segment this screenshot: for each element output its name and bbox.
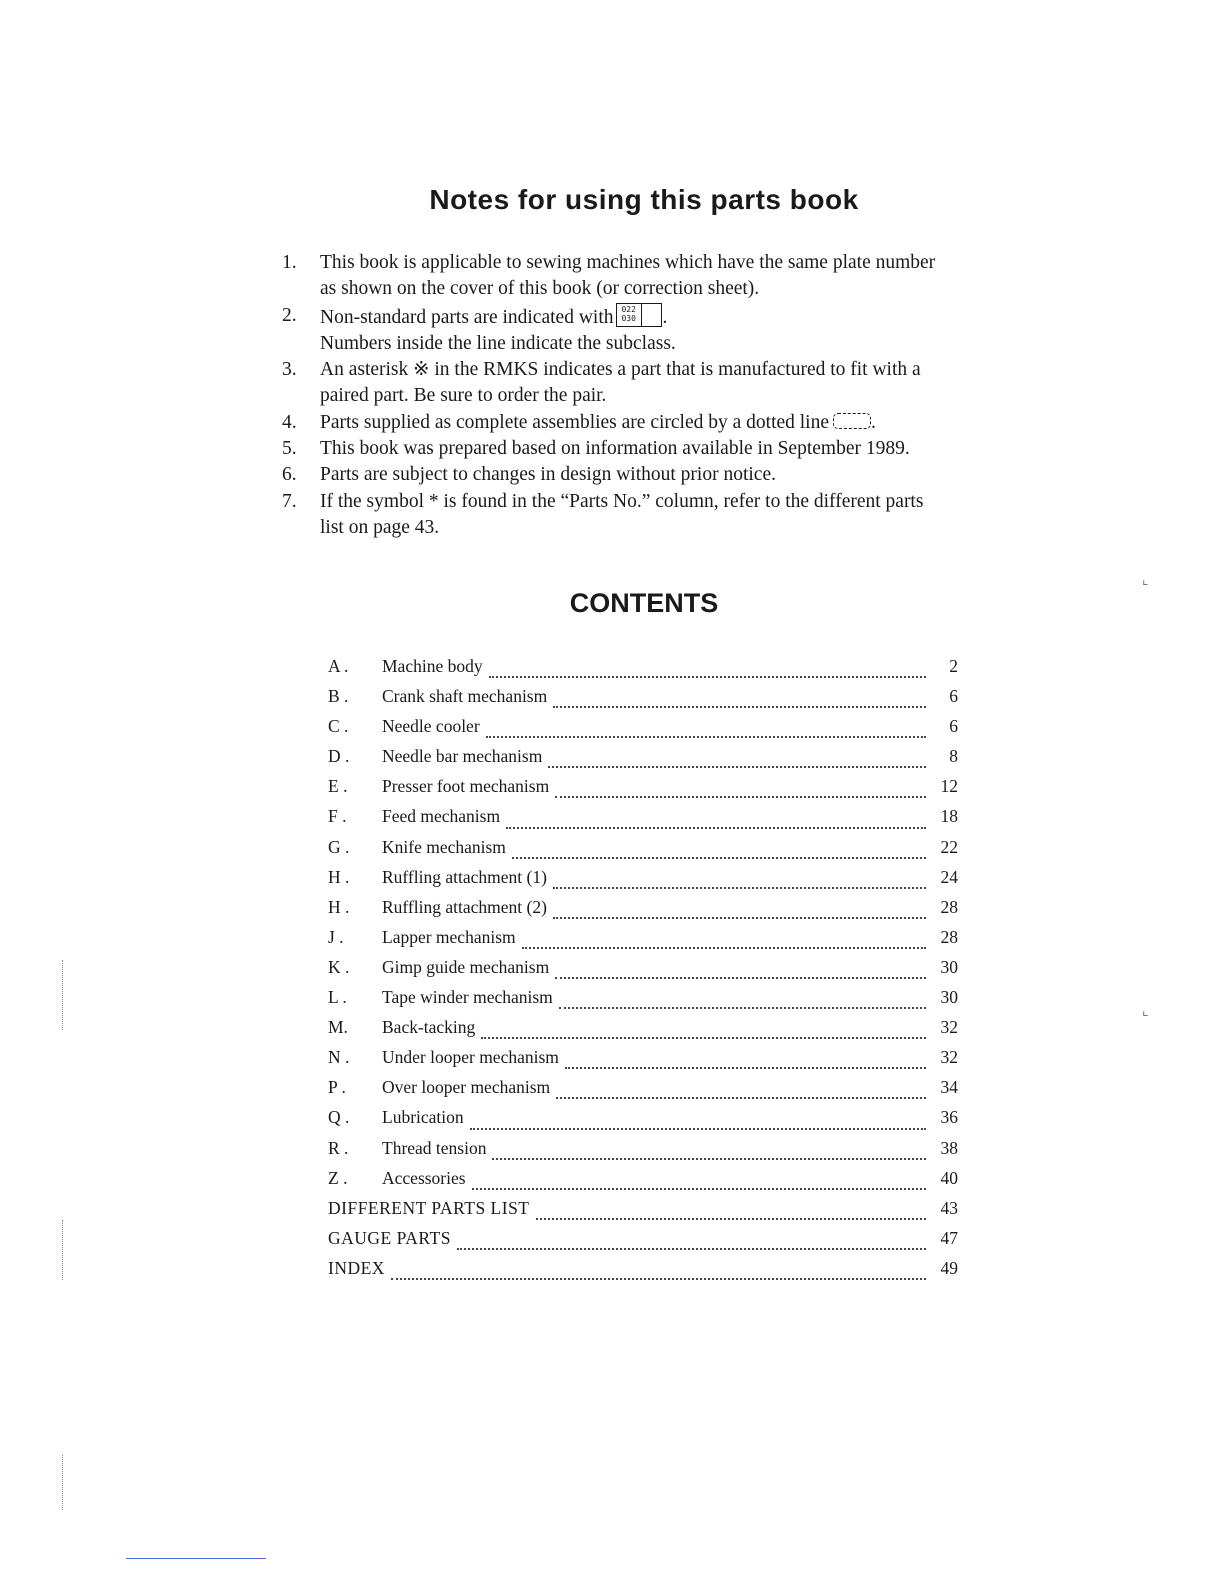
notes-list — [282, 250, 1012, 541]
toc-page-number: 40 — [940, 1167, 958, 1188]
toc-page-number: 24 — [940, 866, 958, 887]
scan-margin-mark — [62, 960, 63, 1030]
toc-page-number: 2 — [949, 656, 958, 676]
toc-letter: H . — [328, 866, 350, 887]
toc-leader-dots — [559, 1006, 926, 1009]
toc-leader-dots — [553, 886, 926, 889]
toc-leader-dots — [472, 1187, 926, 1190]
toc-page-number: 49 — [940, 1257, 958, 1278]
toc-letter: A . — [328, 656, 349, 676]
note-line: Parts supplied as complete assemblies are circled by a dotted line — [320, 411, 830, 433]
toc-entry — [328, 656, 958, 686]
note-line: Non-standard parts are indicated with — [320, 306, 614, 328]
toc-letter: F . — [328, 806, 347, 827]
contents-heading: CONTENTS — [569, 588, 719, 618]
toc-letter: H . — [328, 896, 350, 917]
toc-letter: L . — [328, 987, 347, 1008]
toc-leader-dots — [565, 1066, 926, 1069]
toc-letter: K . — [328, 956, 350, 977]
toc-title: Crank shaft mechanism — [382, 686, 548, 707]
toc-leader-dots — [553, 705, 926, 708]
toc-entry — [328, 867, 958, 897]
note-line: This book is applicable to sewing machines which have the same plate number — [320, 252, 936, 273]
link-underline — [126, 1558, 266, 1559]
toc-page-number: 28 — [940, 896, 958, 917]
toc-title: Machine body — [382, 656, 483, 676]
scan-corner-mark: ⌞ — [1142, 573, 1149, 588]
toc-letter: N . — [328, 1047, 350, 1068]
note-item: 4. Parts supplied as complete assemblies are circled by a dotted line . — [282, 410, 1012, 436]
toc-letter: Z . — [328, 1167, 348, 1188]
toc-page-number: 36 — [940, 1107, 958, 1128]
toc-page-number: 47 — [940, 1227, 958, 1248]
toc-leader-dots — [489, 675, 926, 678]
toc-title: Feed mechanism — [382, 806, 501, 827]
toc-title: Gimp guide mechanism — [382, 956, 550, 977]
toc-entry — [328, 1228, 958, 1258]
toc-title: INDEX — [328, 1257, 385, 1278]
toc-letter: C . — [328, 716, 349, 737]
toc-title: GAUGE PARTS — [328, 1227, 451, 1248]
toc-entry — [328, 1168, 958, 1198]
subclass-box-icon: 022 030 — [616, 303, 662, 327]
toc-entry — [328, 927, 958, 957]
toc-title: Ruffling attachment (1) — [382, 866, 547, 887]
note-number: 3. — [282, 359, 297, 381]
toc-letter: P . — [328, 1077, 346, 1098]
toc-entry — [328, 1198, 958, 1228]
toc-letter: E . — [328, 776, 348, 797]
toc-leader-dots — [506, 826, 926, 829]
toc-page-number: 18 — [940, 806, 958, 827]
note-number: 7. — [282, 490, 297, 512]
toc-leader-dots — [548, 765, 926, 768]
toc-letter: B . — [328, 686, 349, 707]
toc-letter: R . — [328, 1137, 349, 1158]
toc-page-number: 43 — [940, 1197, 958, 1218]
note-number: 1. — [282, 252, 297, 273]
toc-letter: J . — [328, 926, 344, 947]
toc-leader-dots — [391, 1277, 926, 1280]
note-item — [282, 489, 1012, 542]
toc-entry — [328, 716, 958, 746]
note-item: 2. Non-standard parts are indicated with 022 030 . Numbers inside the line indicate the subclass. — [282, 303, 1012, 358]
toc-letter: G . — [328, 836, 350, 857]
toc-entry — [328, 987, 958, 1017]
dotted-line-icon — [833, 413, 871, 429]
scan-margin-mark — [62, 1455, 63, 1510]
note-item — [282, 250, 1012, 303]
toc-page-number: 30 — [940, 987, 958, 1008]
toc-entry — [328, 1077, 958, 1107]
toc-title: DIFFERENT PARTS LIST — [328, 1197, 530, 1218]
toc-leader-dots — [555, 795, 926, 798]
toc-page-number: 6 — [949, 716, 958, 737]
toc-title: Tape winder mechanism — [382, 987, 553, 1008]
toc-entry — [328, 1138, 958, 1168]
toc-title: Over looper mechanism — [382, 1077, 551, 1098]
toc-title: Ruffling attachment (2) — [382, 896, 547, 917]
toc-entry — [328, 1047, 958, 1077]
note-number: 6. — [282, 464, 297, 486]
toc-leader-dots — [486, 735, 926, 738]
note-item — [282, 357, 1012, 410]
toc-entry — [328, 837, 958, 867]
toc-leader-dots — [457, 1247, 926, 1250]
toc-entry — [328, 746, 958, 776]
toc-title: Needle cooler — [382, 716, 480, 737]
note-number: 2. — [282, 304, 297, 326]
toc-leader-dots — [553, 916, 926, 919]
toc-title: Presser foot mechanism — [382, 776, 550, 797]
toc-page-number: 30 — [940, 956, 958, 977]
toc-title: Thread tension — [382, 1137, 487, 1158]
toc-entry — [328, 897, 958, 927]
toc-entry — [328, 806, 958, 836]
note-item — [282, 462, 1012, 488]
toc-title: Needle bar mechanism — [382, 746, 543, 767]
note-line: paired part. Be sure to order the pair. — [320, 385, 607, 407]
toc-entry — [328, 1258, 958, 1288]
note-line: If the symbol * is found in the “Parts No.” column, refer to the different parts — [320, 490, 924, 512]
note-line: This book was prepared based on information available in September 1989. — [320, 438, 910, 460]
toc-leader-dots — [556, 1096, 926, 1099]
toc-page-number: 34 — [940, 1077, 958, 1098]
toc-page-number: 28 — [940, 926, 958, 947]
toc-page-number: 32 — [940, 1047, 958, 1068]
note-line: An asterisk ※ in the RMKS indicates a part that is manufactured to fit with a — [320, 359, 921, 381]
note-number: 4. — [282, 411, 297, 433]
toc-page-number: 22 — [940, 836, 958, 857]
toc-leader-dots — [470, 1127, 926, 1130]
toc-page-number: 38 — [940, 1137, 958, 1158]
toc-title: Accessories — [382, 1167, 466, 1188]
toc-page-number: 12 — [940, 776, 958, 797]
scan-margin-mark — [62, 1220, 63, 1280]
toc-page-number: 32 — [940, 1017, 958, 1038]
toc-leader-dots — [522, 946, 926, 949]
toc-leader-dots — [536, 1217, 927, 1220]
toc-title: Under looper mechanism — [382, 1047, 559, 1068]
note-line: list on page 43. — [320, 516, 440, 538]
toc-title: Knife mechanism — [382, 836, 506, 857]
toc-page-number: 6 — [949, 686, 958, 707]
toc-leader-dots — [512, 856, 926, 859]
note-line: as shown on the cover of this book (or correction sheet). — [320, 278, 760, 300]
note-line: Numbers inside the line indicate the subclass. — [320, 332, 676, 354]
table-of-contents — [328, 656, 958, 1288]
toc-title: Lapper mechanism — [382, 926, 516, 947]
toc-entry — [328, 957, 958, 987]
toc-letter: Q . — [328, 1107, 350, 1128]
toc-letter: M. — [328, 1017, 348, 1038]
toc-title: Back-tacking — [382, 1017, 476, 1038]
page-title: Notes for using this parts book — [429, 184, 859, 215]
note-line: Parts are subject to changes in design without prior notice. — [320, 464, 776, 486]
toc-entry — [328, 686, 958, 716]
toc-title: Lubrication — [382, 1107, 464, 1128]
toc-entry — [328, 776, 958, 806]
note-item — [282, 436, 1012, 462]
toc-entry — [328, 1017, 958, 1047]
toc-leader-dots — [492, 1157, 926, 1160]
toc-page-number: 8 — [949, 746, 958, 767]
note-number: 5. — [282, 438, 297, 460]
toc-letter: D . — [328, 746, 350, 767]
toc-leader-dots — [555, 976, 926, 979]
scan-corner-mark: ⌞ — [1142, 1004, 1149, 1019]
toc-leader-dots — [481, 1036, 926, 1039]
toc-entry — [328, 1107, 958, 1137]
